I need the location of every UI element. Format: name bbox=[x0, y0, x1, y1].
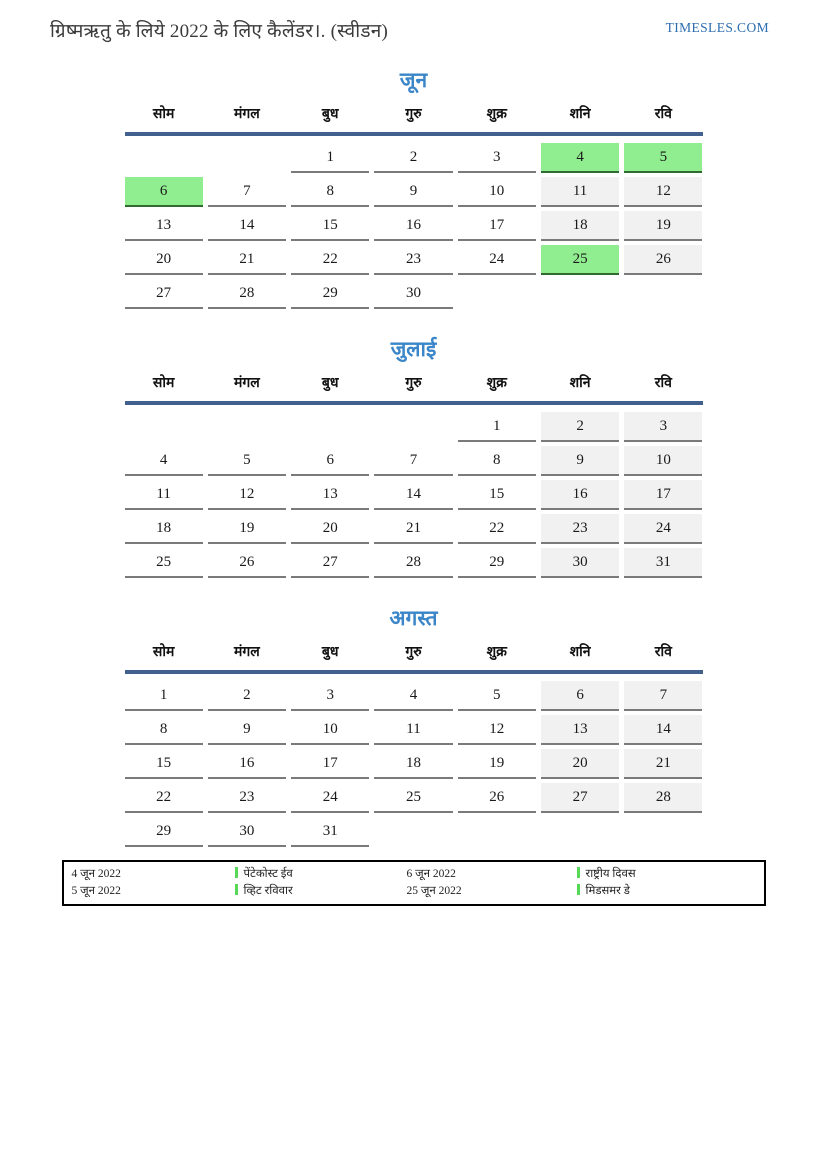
day-cell: 10 bbox=[624, 446, 702, 476]
page-header bbox=[0, 0, 827, 43]
week-row bbox=[125, 514, 703, 544]
weekday-label: शुक्र bbox=[486, 376, 507, 391]
empty-cell bbox=[541, 817, 619, 847]
day-cell: 4 bbox=[374, 681, 452, 711]
week-row bbox=[125, 783, 703, 813]
day-cell: 15 bbox=[125, 749, 203, 779]
day-cell: 27 bbox=[291, 548, 369, 578]
day-cell: 13 bbox=[291, 480, 369, 510]
empty-cell bbox=[374, 412, 452, 442]
weekday-label: शनि bbox=[569, 107, 591, 122]
day-cell: 15 bbox=[291, 211, 369, 241]
weekday-label: मंगल bbox=[234, 107, 260, 122]
legend-date: 4 जून 2022 bbox=[71, 868, 121, 880]
day-cell: 30 bbox=[374, 279, 452, 309]
day-cell: 8 bbox=[125, 715, 203, 745]
weekday-header-row bbox=[125, 373, 703, 392]
empty-cell bbox=[374, 817, 452, 847]
empty-cell bbox=[125, 412, 203, 442]
day-cell: 10 bbox=[291, 715, 369, 745]
weekday-label: गुरु bbox=[405, 645, 422, 660]
day-cell: 25 bbox=[374, 783, 452, 813]
day-cell: 23 bbox=[541, 514, 619, 544]
week-row bbox=[125, 211, 703, 241]
day-cell: 17 bbox=[458, 211, 536, 241]
week-row bbox=[125, 715, 703, 745]
header-rule bbox=[125, 401, 703, 405]
day-cell: 30 bbox=[541, 548, 619, 578]
day-cell: 9 bbox=[208, 715, 286, 745]
day-cell: 9 bbox=[374, 177, 452, 207]
empty-cell bbox=[624, 279, 702, 309]
holiday-legend bbox=[62, 860, 766, 906]
day-cell: 29 bbox=[458, 548, 536, 578]
weekday-label: शनि bbox=[569, 376, 591, 391]
holiday-marker-icon bbox=[235, 884, 238, 895]
day-cell: 2 bbox=[541, 412, 619, 442]
day-cell: 18 bbox=[541, 211, 619, 241]
day-cell: 16 bbox=[374, 211, 452, 241]
day-cell: 29 bbox=[291, 279, 369, 309]
week-row bbox=[125, 480, 703, 510]
week-row bbox=[125, 279, 703, 309]
empty-cell bbox=[458, 279, 536, 309]
day-cell: 19 bbox=[208, 514, 286, 544]
day-cell: 24 bbox=[624, 514, 702, 544]
day-cell: 14 bbox=[624, 715, 702, 745]
day-cell: 3 bbox=[458, 143, 536, 173]
page-title: ग्रिष्मऋतु के लिये 2022 के लिए कैलेंडर।. (स्वीडन) bbox=[50, 21, 389, 42]
month-section-june bbox=[125, 66, 703, 309]
day-cell: 7 bbox=[624, 681, 702, 711]
day-cell: 11 bbox=[541, 177, 619, 207]
weekday-label: बुध bbox=[321, 376, 339, 391]
empty-cell bbox=[125, 143, 203, 173]
week-row bbox=[125, 548, 703, 578]
weekday-header-row bbox=[125, 104, 703, 123]
day-cell: 26 bbox=[458, 783, 536, 813]
day-cell: 19 bbox=[624, 211, 702, 241]
header-rule bbox=[125, 132, 703, 136]
month-grid bbox=[125, 412, 703, 578]
legend-label-text: पेंटेकोस्ट ईव bbox=[243, 868, 293, 880]
legend-label bbox=[577, 866, 764, 881]
week-row bbox=[125, 143, 703, 173]
day-cell: 6 bbox=[541, 681, 619, 711]
day-cell: 31 bbox=[624, 548, 702, 578]
weekday-label: गुरु bbox=[405, 107, 422, 122]
day-cell: 4 bbox=[541, 143, 619, 173]
day-cell: 16 bbox=[541, 480, 619, 510]
day-cell: 21 bbox=[208, 245, 286, 275]
day-cell: 9 bbox=[541, 446, 619, 476]
legend-date: 25 जून 2022 bbox=[406, 885, 462, 897]
day-cell: 16 bbox=[208, 749, 286, 779]
brand-link[interactable]: TIMESLES.COM bbox=[665, 20, 769, 35]
empty-cell bbox=[541, 279, 619, 309]
day-cell: 26 bbox=[208, 548, 286, 578]
day-cell: 22 bbox=[125, 783, 203, 813]
day-cell: 15 bbox=[458, 480, 536, 510]
day-cell: 4 bbox=[125, 446, 203, 476]
day-cell: 2 bbox=[374, 143, 452, 173]
week-row bbox=[125, 446, 703, 476]
week-row bbox=[125, 245, 703, 275]
day-cell: 13 bbox=[541, 715, 619, 745]
day-cell: 24 bbox=[458, 245, 536, 275]
empty-cell bbox=[208, 412, 286, 442]
day-cell: 25 bbox=[541, 245, 619, 275]
day-cell: 22 bbox=[291, 245, 369, 275]
day-cell: 5 bbox=[624, 143, 702, 173]
holiday-marker-icon bbox=[577, 884, 580, 895]
empty-cell bbox=[458, 817, 536, 847]
day-cell: 6 bbox=[291, 446, 369, 476]
legend-label-text: राष्ट्रीय दिवस bbox=[585, 868, 636, 880]
day-cell: 7 bbox=[374, 446, 452, 476]
weekday-label: बुध bbox=[321, 645, 339, 660]
day-cell: 24 bbox=[291, 783, 369, 813]
weekday-label: रवि bbox=[654, 376, 672, 391]
calendar-months bbox=[0, 66, 827, 847]
day-cell: 12 bbox=[458, 715, 536, 745]
day-cell: 3 bbox=[624, 412, 702, 442]
day-cell: 23 bbox=[208, 783, 286, 813]
weekday-label: सोम bbox=[152, 645, 175, 660]
day-cell: 27 bbox=[125, 279, 203, 309]
day-cell: 3 bbox=[291, 681, 369, 711]
header-rule bbox=[125, 670, 703, 674]
day-cell: 18 bbox=[125, 514, 203, 544]
day-cell: 12 bbox=[208, 480, 286, 510]
month-grid bbox=[125, 143, 703, 309]
day-cell: 30 bbox=[208, 817, 286, 847]
legend-date: 5 जून 2022 bbox=[71, 885, 121, 897]
weekday-label: मंगल bbox=[234, 376, 260, 391]
day-cell: 6 bbox=[125, 177, 203, 207]
day-cell: 14 bbox=[208, 211, 286, 241]
week-row bbox=[125, 681, 703, 711]
week-row bbox=[125, 817, 703, 847]
day-cell: 20 bbox=[291, 514, 369, 544]
month-title: जुलाई bbox=[390, 337, 437, 361]
legend-date: 6 जून 2022 bbox=[406, 868, 456, 880]
weekday-label: मंगल bbox=[234, 645, 260, 660]
day-cell: 26 bbox=[624, 245, 702, 275]
weekday-label: गुरु bbox=[405, 376, 422, 391]
weekday-label: रवि bbox=[654, 107, 672, 122]
day-cell: 8 bbox=[291, 177, 369, 207]
day-cell: 20 bbox=[541, 749, 619, 779]
weekday-label: शुक्र bbox=[486, 107, 507, 122]
day-cell: 5 bbox=[208, 446, 286, 476]
weekday-label: शनि bbox=[569, 645, 591, 660]
weekday-label: सोम bbox=[152, 376, 175, 391]
day-cell: 27 bbox=[541, 783, 619, 813]
legend-label-text: व्हिट रविवार bbox=[243, 885, 293, 897]
empty-cell bbox=[624, 817, 702, 847]
day-cell: 29 bbox=[125, 817, 203, 847]
week-row bbox=[125, 412, 703, 442]
day-cell: 25 bbox=[125, 548, 203, 578]
day-cell: 28 bbox=[208, 279, 286, 309]
month-section-august bbox=[125, 604, 703, 847]
legend-label bbox=[235, 866, 407, 881]
day-cell: 19 bbox=[458, 749, 536, 779]
month-grid bbox=[125, 681, 703, 847]
holiday-marker-icon bbox=[235, 867, 238, 878]
legend-label bbox=[235, 883, 407, 898]
month-title: जून bbox=[399, 68, 428, 92]
day-cell: 12 bbox=[624, 177, 702, 207]
day-cell: 28 bbox=[374, 548, 452, 578]
day-cell: 28 bbox=[624, 783, 702, 813]
day-cell: 1 bbox=[125, 681, 203, 711]
month-title: अगस्त bbox=[389, 606, 438, 630]
day-cell: 11 bbox=[125, 480, 203, 510]
day-cell: 18 bbox=[374, 749, 452, 779]
day-cell: 1 bbox=[458, 412, 536, 442]
day-cell: 11 bbox=[374, 715, 452, 745]
day-cell: 13 bbox=[125, 211, 203, 241]
legend-label bbox=[577, 883, 764, 898]
day-cell: 8 bbox=[458, 446, 536, 476]
legend-label-text: मिडसमर डे bbox=[585, 885, 630, 897]
empty-cell bbox=[208, 143, 286, 173]
day-cell: 10 bbox=[458, 177, 536, 207]
day-cell: 2 bbox=[208, 681, 286, 711]
weekday-label: रवि bbox=[654, 645, 672, 660]
weekday-label: बुध bbox=[321, 107, 339, 122]
day-cell: 21 bbox=[624, 749, 702, 779]
month-section-july bbox=[125, 335, 703, 578]
day-cell: 1 bbox=[291, 143, 369, 173]
empty-cell bbox=[291, 412, 369, 442]
weekday-label: सोम bbox=[152, 107, 175, 122]
legend-grid bbox=[72, 866, 764, 898]
week-row bbox=[125, 177, 703, 207]
day-cell: 22 bbox=[458, 514, 536, 544]
day-cell: 7 bbox=[208, 177, 286, 207]
day-cell: 31 bbox=[291, 817, 369, 847]
weekday-label: शुक्र bbox=[486, 645, 507, 660]
day-cell: 17 bbox=[624, 480, 702, 510]
holiday-marker-icon bbox=[577, 867, 580, 878]
day-cell: 17 bbox=[291, 749, 369, 779]
week-row bbox=[125, 749, 703, 779]
day-cell: 14 bbox=[374, 480, 452, 510]
weekday-header-row bbox=[125, 642, 703, 661]
day-cell: 5 bbox=[458, 681, 536, 711]
day-cell: 23 bbox=[374, 245, 452, 275]
day-cell: 20 bbox=[125, 245, 203, 275]
day-cell: 21 bbox=[374, 514, 452, 544]
